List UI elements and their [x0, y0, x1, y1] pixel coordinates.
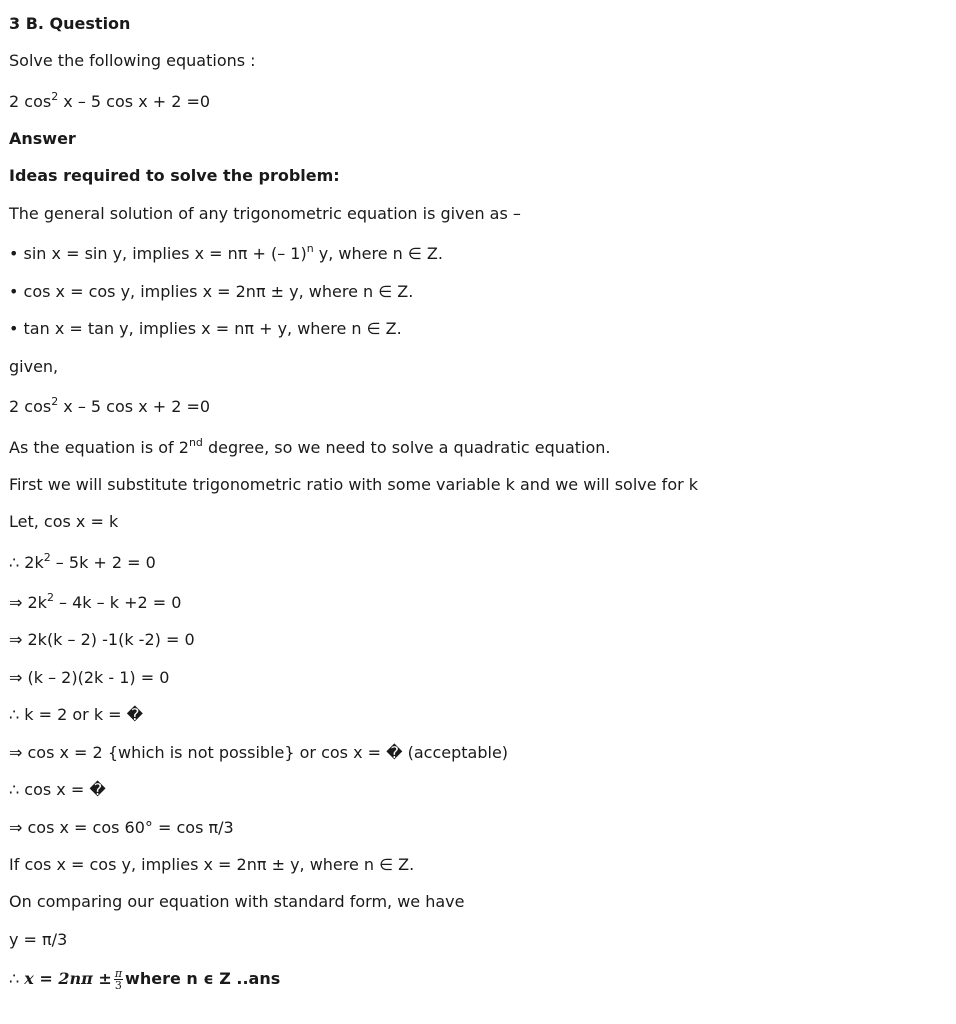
general-solution-intro: The general solution of any trigonometric equation is given as – [9, 204, 521, 223]
step-4: ⇒ (k – 2)(2k - 1) = 0 [9, 668, 170, 687]
general-solution-rule: If cos x = cos y, implies x = 2nπ ± y, where n ∈ Z. [9, 855, 415, 874]
question-heading: 3 B. Question [9, 14, 131, 33]
bullet-tan: • tan x = tan y, implies x = nπ + y, where n ∈ Z. [9, 319, 402, 338]
final-answer: ∴ x = 2nπ ± $\frac{\pi}{3}$ where n ϵ Z ..ans [9, 967, 281, 992]
given-label: given, [9, 357, 59, 376]
step-6: ⇒ cos x = 2 {which is not possible} or cos x = � (acceptable) [9, 743, 509, 762]
final-answer-lhs: x = 2nπ ± [24, 969, 112, 988]
step-2: ⇒ $2k^2 - 4k - k +2 = 0$ [9, 591, 182, 612]
pi-over-three-fraction: $\frac{\pi}{3}$ [114, 967, 123, 992]
substitute-statement: First we will substitute trigonometric ratio with some variable k and we will solve for k [9, 475, 699, 494]
question-equation: 2 $\cos^2 x - 5$ cos x + 2 =0 [9, 90, 211, 111]
answer-label: Answer [9, 129, 76, 148]
step-3: ⇒ 2k(k – 2) -1(k -2) = 0 [9, 630, 195, 649]
question-prompt: Solve the following equations : [9, 51, 256, 70]
let-statement: Let, cos x = k [9, 512, 119, 531]
y-value: y = π/3 [9, 930, 68, 949]
step-5: ∴ k = 2 or k = � [9, 705, 144, 724]
step-7: ∴ cos x = � [9, 780, 106, 799]
step-1: ∴ $2k^2 - 5k + 2 = 0$ [9, 551, 156, 572]
degree-statement: As the equation is of 2nd degree, so we need to solve a quadratic equation. [9, 436, 611, 457]
bullet-sin: • sin x = sin y, implies x = nπ + (– 1)$^n$ y, where n ∈ Z. [9, 242, 443, 263]
bullet-cos: • cos x = cos y, implies x = 2nπ ± y, where n ∈ Z. [9, 282, 414, 301]
given-equation: 2 $\cos^2 x - 5$ cos x + 2 =0 [9, 395, 211, 416]
step-8: ⇒ cos x = cos 60° = cos π/3 [9, 818, 234, 837]
final-answer-suffix: where n ϵ Z ..ans [125, 969, 281, 988]
ideas-label: Ideas required to solve the problem: [9, 166, 340, 185]
comparison-statement: On comparing our equation with standard form, we have [9, 892, 465, 911]
